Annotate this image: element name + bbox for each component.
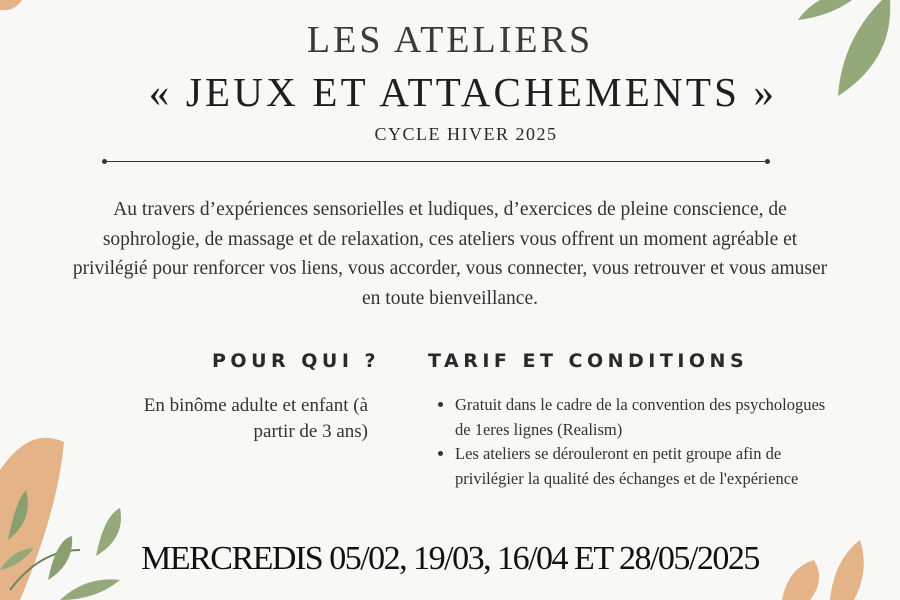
- title-line-1: LES ATELIERS: [306, 19, 594, 61]
- condition-item: • Gratuit dans le cadre de la convention des psychologues de 1eres lignes (Realism): [455, 393, 840, 442]
- pour-qui-heading: POUR QUI ?: [212, 350, 381, 372]
- conditions-list: [435, 393, 840, 491]
- dates-banner: MERCREDIS 05/02, 19/03, 16/04 ET 28/05/2025: [141, 540, 759, 577]
- condition-item: • Les ateliers se dérouleront en petit groupe afin de privilégier la qualité des échanges et de l'expérience: [455, 442, 840, 491]
- title-line-2: « JEUX ET ATTACHEMENTS »: [148, 69, 778, 115]
- tarif-heading: TARIF ET CONDITIONS: [428, 350, 749, 372]
- pour-qui-text: En binôme adulte et enfant (à partir de 3 ans): [143, 395, 368, 442]
- cycle-subtitle: CYCLE HIVER 2025: [374, 124, 558, 144]
- intro-paragraph: Au travers d’expériences sensorielles et ludiques, d’exercices de pleine conscience, de sophrologie, de massage et de relaxation, ces ateliers vous offrent un moment agréable et privilégié pour renforcer vos liens, vous accorder, vous connecter, vous retrouver et vous amuser en toute bienveillance.: [72, 199, 828, 309]
- section-divider: [104, 161, 768, 162]
- top-left-leaf-decoration: [0, 0, 40, 20]
